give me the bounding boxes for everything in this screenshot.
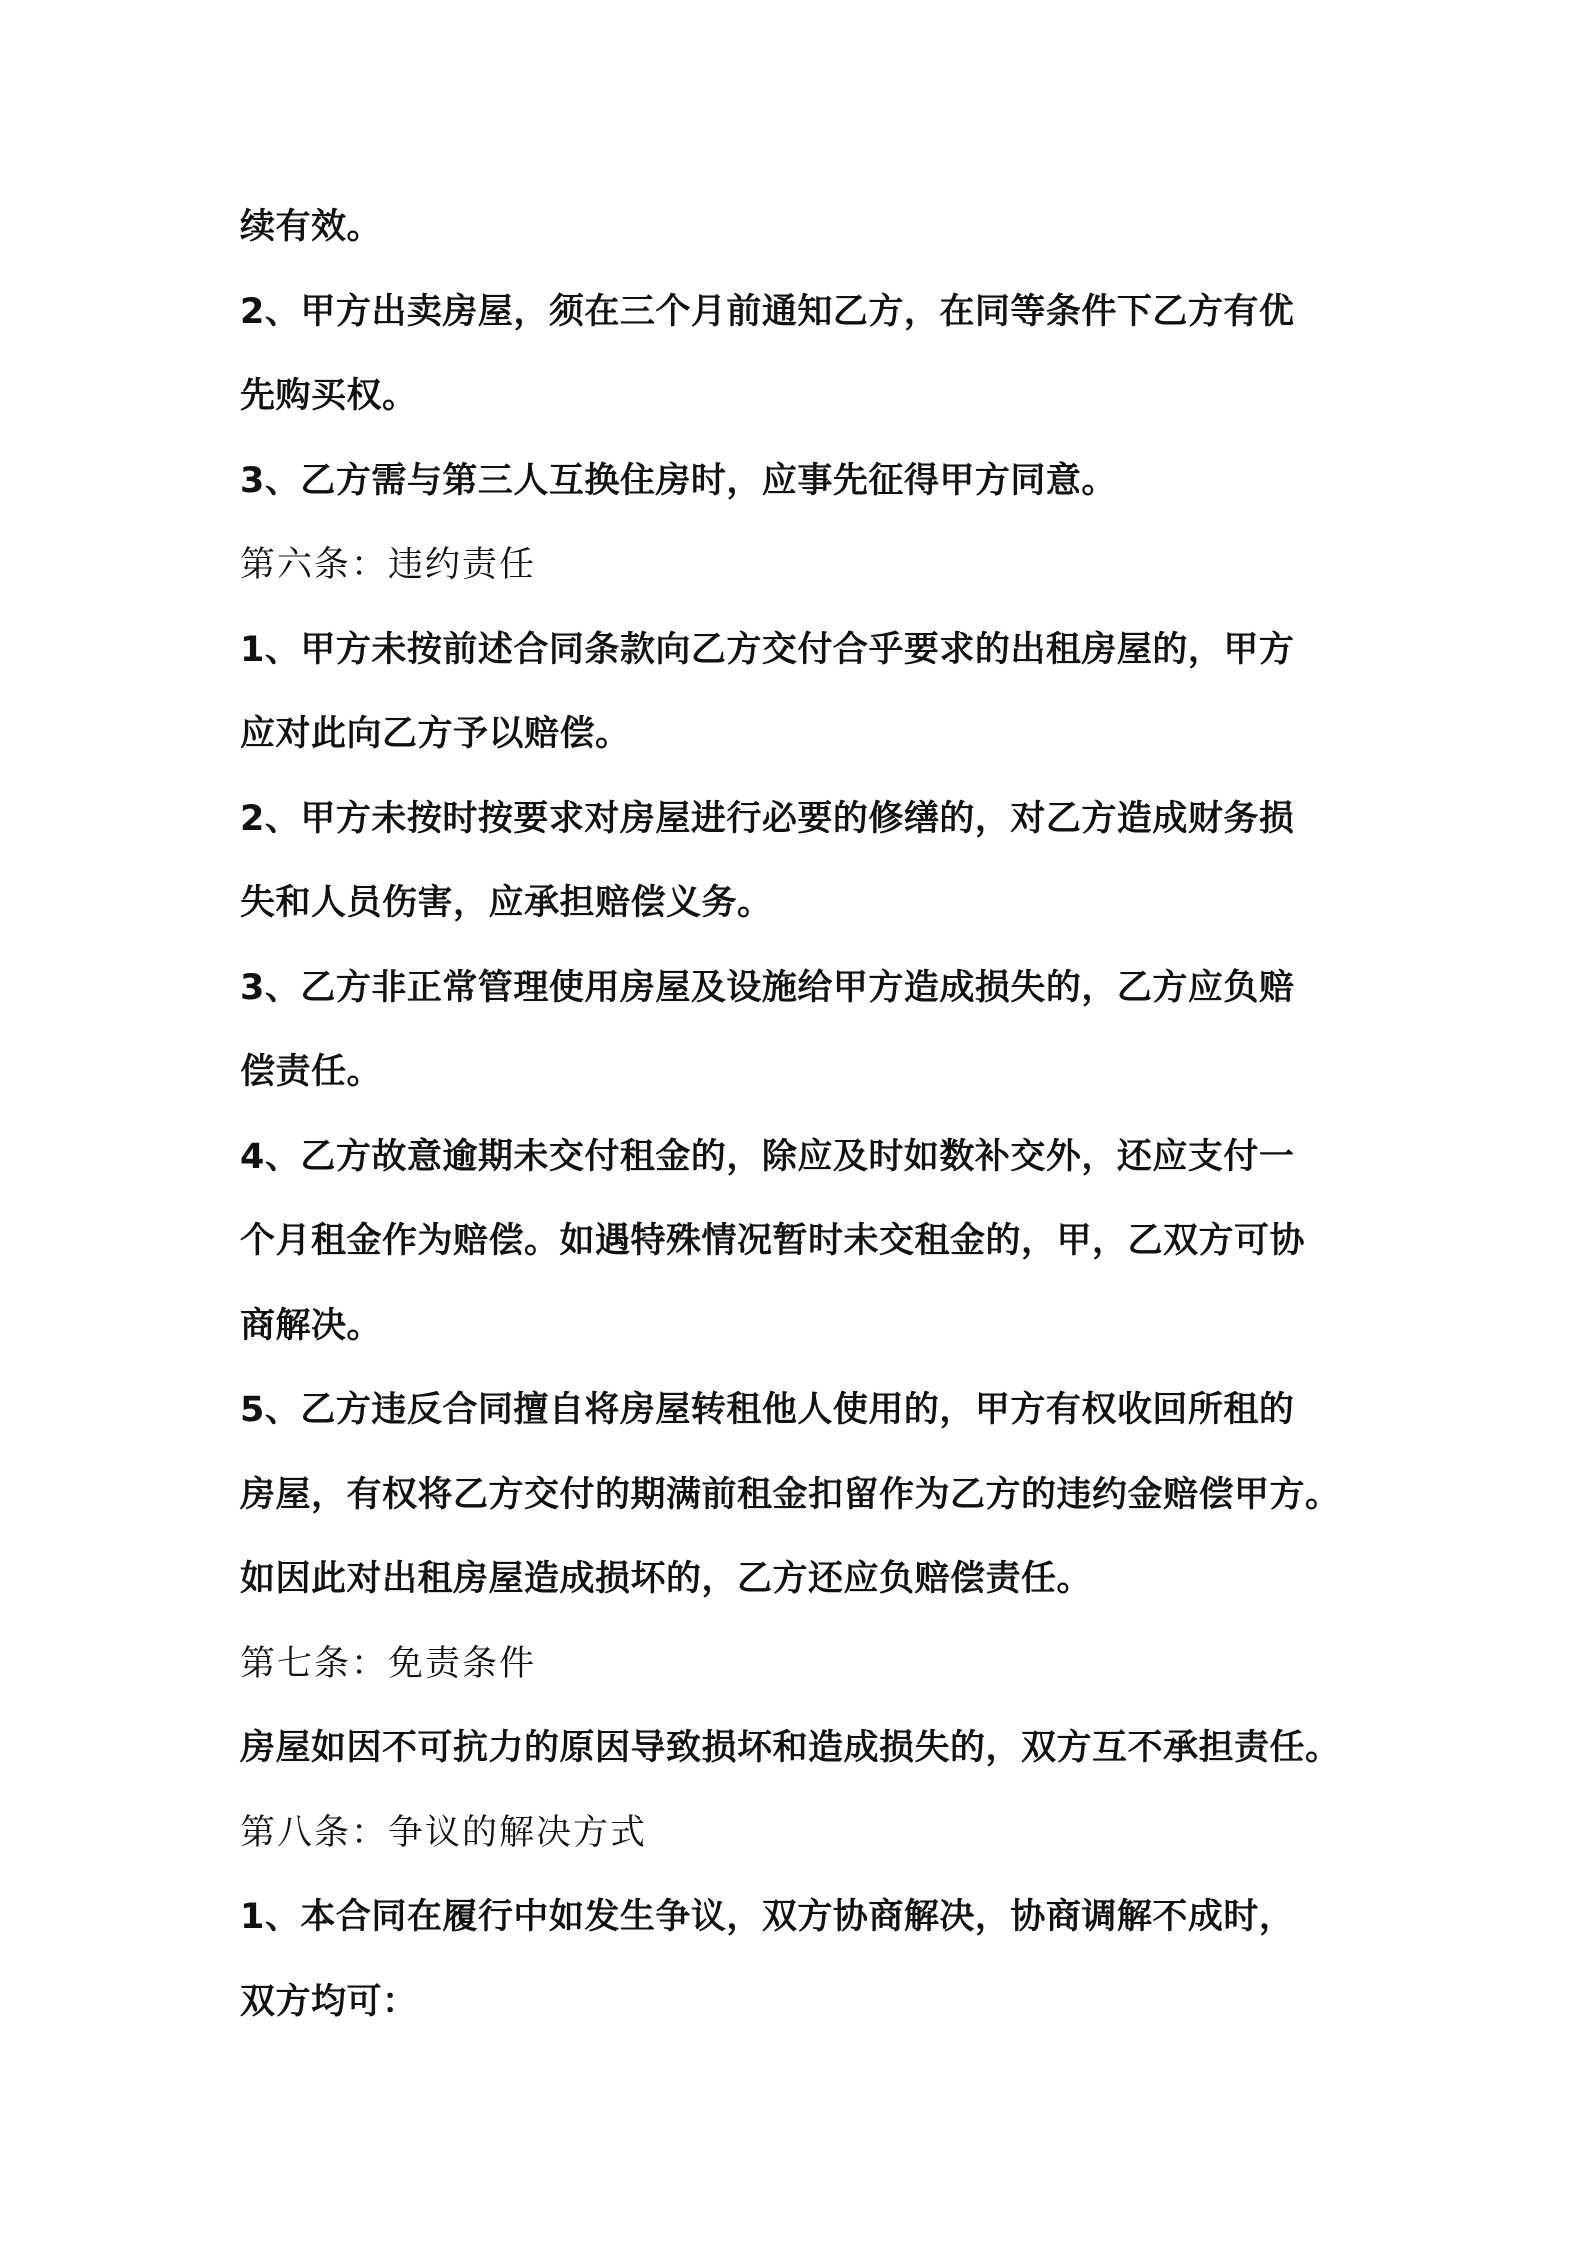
text-line: 3、乙方非正常管理使用房屋及设施给甲方造成损失的，乙方应负赔: [240, 968, 1295, 1008]
text-line: 续有效。: [240, 207, 383, 247]
text-line: 2、甲方出卖房屋，须在三个月前通知乙方，在同等条件下乙方有优: [240, 292, 1295, 332]
text-line: 先购买权。: [240, 376, 418, 416]
text-line: 1、甲方未按前述合同条款向乙方交付合乎要求的出租房屋的，甲方: [240, 630, 1295, 670]
text-line: 失和人员伤害，应承担赔偿义务。: [240, 883, 773, 923]
text-line: 房屋如因不可抗力的原因导致损坏和造成损失的，双方互不承担责任。: [240, 1728, 1341, 1768]
section-heading: 第六条：违约责任: [240, 545, 537, 585]
text-line: 偿责任。: [240, 1052, 383, 1092]
text-line: 5、乙方违反合同擅自将房屋转租他人使用的，甲方有权收回所租的: [240, 1390, 1295, 1430]
text-line: 4、乙方故意逾期未交付租金的，除应及时如数补交外，还应支付一: [240, 1137, 1295, 1177]
text-line: 房屋，有权将乙方交付的期满前租金扣留作为乙方的违约金赔偿甲方。: [240, 1475, 1341, 1515]
text-line: 个月租金作为赔偿。如遇特殊情况暂时未交租金的，甲，乙双方可协: [240, 1221, 1306, 1261]
text-line: 双方均可：: [240, 1982, 418, 2022]
section-heading: 第七条：免责条件: [240, 1644, 537, 1684]
text-line: 3、乙方需与第三人互换住房时，应事先征得甲方同意。: [240, 461, 1117, 501]
text-line: 1、本合同在履行中如发生争议，双方协商解决，协商调解不成时，: [240, 1897, 1295, 1937]
text-line: 商解决。: [240, 1306, 383, 1346]
text-line: 如因此对出租房屋造成损坏的，乙方还应负赔偿责任。: [240, 1559, 1093, 1599]
text-line: 应对此向乙方予以赔偿。: [240, 714, 631, 754]
section-heading: 第八条：争议的解决方式: [240, 1813, 648, 1853]
text-line: 2、甲方未按时按要求对房屋进行必要的修缮的，对乙方造成财务损: [240, 799, 1295, 839]
